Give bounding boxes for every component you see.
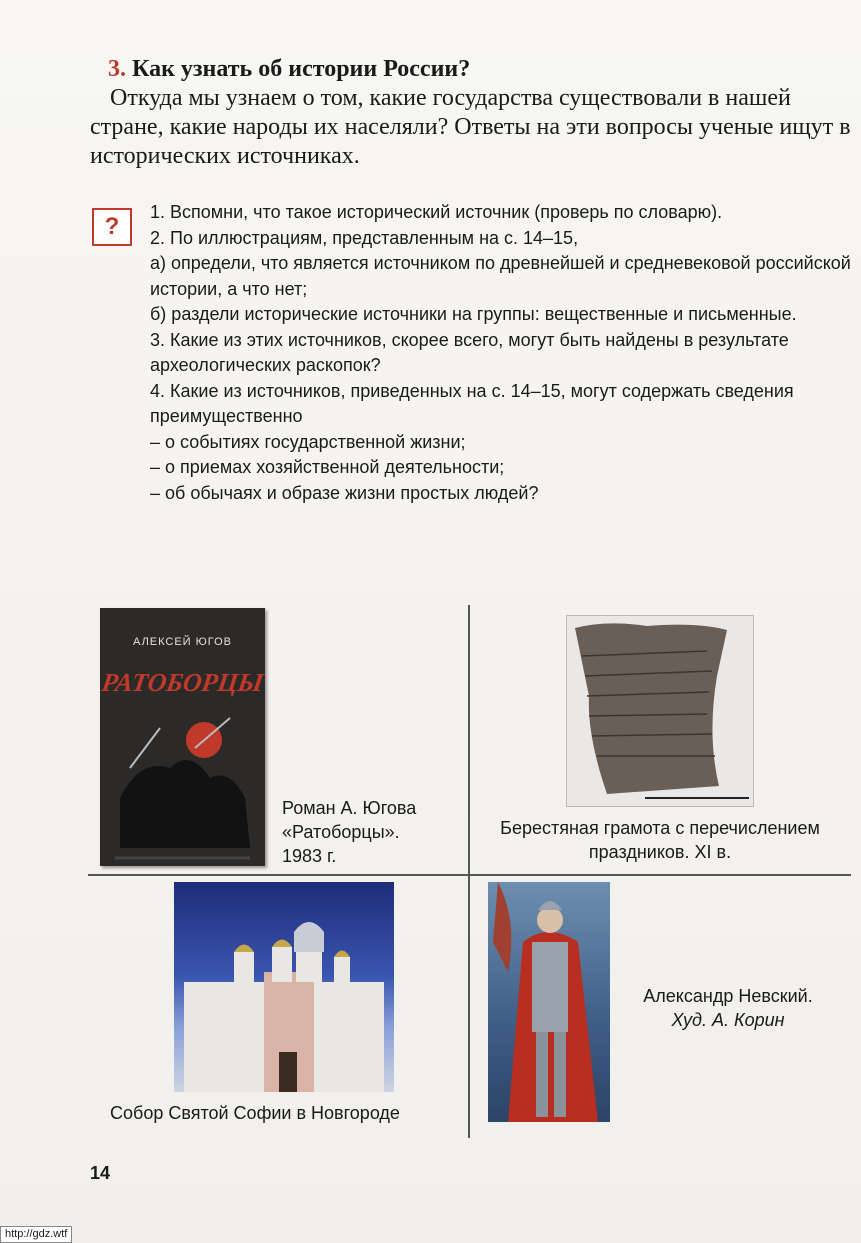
question-line: 1. Вспомни, что такое исторический источник (проверь по словарю). bbox=[150, 202, 723, 222]
question-line: б) раздели исторические источники на группы: вещественные и письменные. bbox=[150, 304, 797, 324]
book-cover-image bbox=[100, 608, 265, 866]
cathedral-illustration bbox=[174, 882, 394, 1092]
nevsky-painting-image bbox=[488, 882, 610, 1122]
question-line: 3. Какие из этих источников, скорее всего, могут быть найдены в результате археологических раскопок? bbox=[150, 329, 789, 375]
divider-vertical bbox=[468, 605, 470, 1138]
question-line: – об обычаях и образе жизни простых людей? bbox=[150, 482, 539, 503]
nevsky-caption: Александр Невский. Худ. А. Корин bbox=[643, 986, 813, 1030]
question-icon: ? bbox=[92, 208, 132, 246]
nevsky-illustration bbox=[488, 882, 610, 1122]
book-caption: Роман А. Югова «Ратоборцы». 1983 г. bbox=[282, 798, 417, 866]
intro-paragraph: Откуда мы узнаем о том, какие государства существовали в нашей стране, какие народы их населяли? Ответы на эти вопросы ученые ищут в исторических источниках. bbox=[90, 85, 851, 169]
question-line: – о событиях государственной жизни; bbox=[150, 431, 466, 452]
question-line: 4. Какие из источников, приведенных на с. 14–15, могут содержать сведения преимущественно bbox=[150, 380, 794, 426]
bark-caption: Берестяная грамота с перечислением праздников. XI в. bbox=[500, 818, 820, 862]
birch-bark-illustration bbox=[567, 616, 754, 807]
book-author: АЛЕКСЕЙ ЮГОВ bbox=[132, 636, 232, 648]
questions-block bbox=[150, 200, 855, 506]
source-url-link[interactable]: http://gdz.wtf bbox=[0, 1226, 72, 1243]
cathedral-caption: Собор Святой Софии в Новгороде bbox=[110, 1103, 400, 1123]
divider-horizontal bbox=[88, 874, 851, 876]
cathedral-image bbox=[174, 882, 394, 1092]
birch-bark-image bbox=[566, 615, 754, 807]
book-title: РАТОБОРЦЫ bbox=[100, 668, 265, 697]
section-heading bbox=[108, 56, 470, 83]
question-line: – о приемах хозяйственной деятельности; bbox=[150, 457, 505, 477]
section-number: 3. bbox=[108, 56, 126, 82]
question-line: 2. По иллюстрациям, представленным на с. 14–15, bbox=[150, 227, 579, 248]
book-illustration bbox=[100, 608, 265, 866]
page-number: 14 bbox=[90, 1163, 111, 1183]
section-title: Как узнать об истории России? bbox=[132, 56, 471, 82]
question-line: а) определи, что является источником по древнейшей и средневековой российской истории, а что нет; bbox=[150, 253, 851, 299]
